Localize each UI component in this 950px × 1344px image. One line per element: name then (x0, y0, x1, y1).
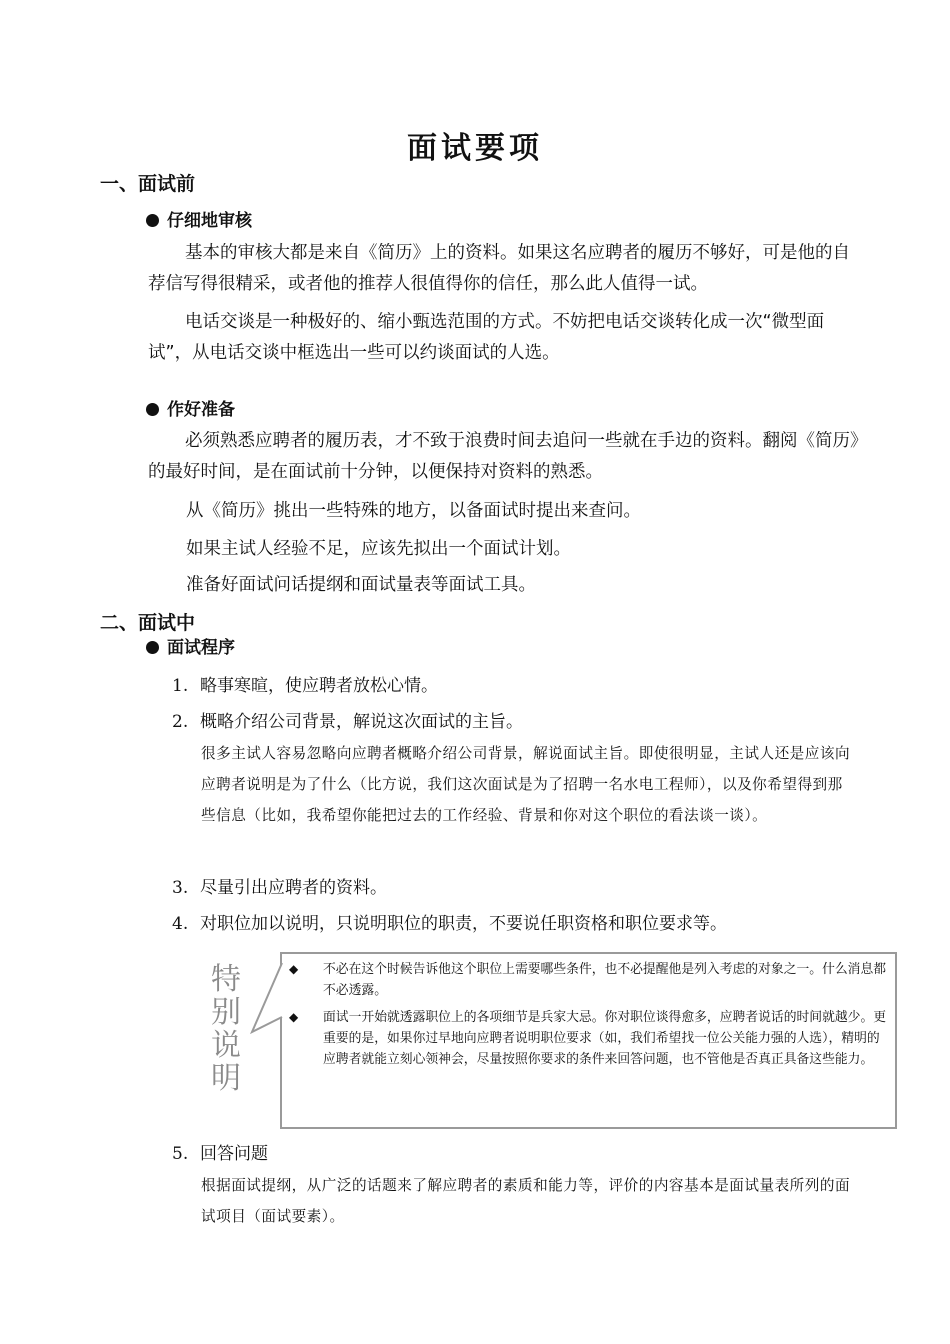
subheading-procedure-label: 面试程序 (167, 638, 235, 658)
item-text: 概略介绍公司背景，解说这次面试的主旨。 (200, 712, 523, 732)
section-heading-during-interview: 二、面试中 (100, 612, 196, 634)
line-prepare-tools: 准备好面试问话提纲和面试量表等面试工具。 (186, 575, 536, 595)
item-text: 对职位加以说明，只说明职位的职责，不要说任职资格和职位要求等。 (200, 914, 727, 934)
section-heading-before-interview: 一、面试前 (100, 173, 196, 195)
line-interview-plan: 如果主试人经验不足，应该先拟出一个面试计划。 (186, 539, 571, 559)
subheading-procedure (146, 633, 235, 658)
item-text: 回答问题 (200, 1144, 268, 1164)
subheading-prepare (146, 395, 235, 420)
note-label-char: 明 (211, 1061, 241, 1096)
paragraph-review-resume: 基本的审核大都是来自《简历》上的资料。如果这名应聘者的履历不够好，可是他的自荐信写得很精采，或者他的推荐人很值得你的信任，那么此人值得一试。 (148, 243, 850, 294)
diamond-bullet-icon: ◆ (289, 1010, 299, 1024)
subheading-prepare-label: 作好准备 (167, 400, 235, 420)
callout-pointer-icon (245, 955, 285, 1055)
procedure-item-5 (172, 1139, 268, 1164)
procedure-item-3 (172, 873, 387, 898)
diamond-bullet-icon: ◆ (289, 962, 299, 976)
procedure-item-2-detail: 很多主试人容易忽略向应聘者概略介绍公司背景，解说面试主旨。即使很明显，主试人还是应该向应聘者说明是为了什么（比方说，我们这次面试是为了招聘一名水电工程师），以及你希望得到那些信息（比如，我希望你能把过去的工作经验、背景和你对这个职位的看法谈一谈）。 (201, 745, 851, 824)
page-title: 面试要项 (407, 131, 543, 166)
item-text: 略事寒暄，使应聘者放松心情。 (200, 676, 438, 696)
procedure-item-5-detail: 根据面试提纲，从广泛的话题来了解应聘者的素质和能力等，评价的内容基本是面试量表所列的面试项目（面试要素）。 (201, 1177, 851, 1225)
subheading-review-label: 仔细地审核 (167, 211, 252, 231)
note-label-char: 特 (211, 962, 241, 997)
paragraph-phone-interview: 电话交谈是一种极好的、缩小甄选范围的方式。不妨把电话交谈转化成一次“微型面试”，从电话交谈中框选出一些可以约谈面试的人选。 (148, 312, 825, 363)
special-note-item (289, 1007, 887, 1070)
note-item-text: 面试一开始就透露职位上的各项细节是兵家大忌。你对职位谈得愈多，应聘者说话的时间就越少。更重要的是，如果你过早地向应聘者说明职位要求（如，我们希望找一位公关能力强的人选），精明的应聘者就能立刻心领神会，尽量按照你要求的条件来回答问题，也不管他是否真正具备这些能力。 (323, 1010, 887, 1067)
item-number: 5. (172, 1144, 189, 1164)
item-number: 1. (172, 676, 189, 696)
note-label-char: 说 (211, 1028, 241, 1063)
procedure-item-4 (172, 909, 727, 934)
special-note-item (289, 959, 887, 1001)
item-number: 2. (172, 712, 189, 732)
line-pick-special-points: 从《简历》挑出一些特殊的地方，以备面试时提出来查问。 (186, 501, 641, 521)
bullet-dot-icon (146, 214, 159, 227)
special-note-list (289, 959, 887, 1076)
item-number: 4. (172, 914, 189, 934)
note-item-text: 不必在这个时候告诉他这个职位上需要哪些条件，也不必提醒他是列入考虑的对象之一。什么消息都不必透露。 (323, 962, 887, 998)
procedure-item-2 (172, 707, 523, 732)
item-number: 3. (172, 878, 189, 898)
item-text: 尽量引出应聘者的资料。 (200, 878, 387, 898)
subheading-review (146, 206, 252, 231)
procedure-item-1 (172, 671, 438, 696)
bullet-dot-icon (146, 403, 159, 416)
note-label-char: 别 (211, 995, 241, 1030)
special-note-label (206, 963, 246, 1095)
paragraph-familiarize-resume: 必须熟悉应聘者的履历表，才不致于浪费时间去追问一些就在手边的资料。翻阅《简历》的最好时间，是在面试前十分钟，以便保持对资料的熟悉。 (148, 431, 859, 482)
bullet-dot-icon (146, 641, 159, 654)
